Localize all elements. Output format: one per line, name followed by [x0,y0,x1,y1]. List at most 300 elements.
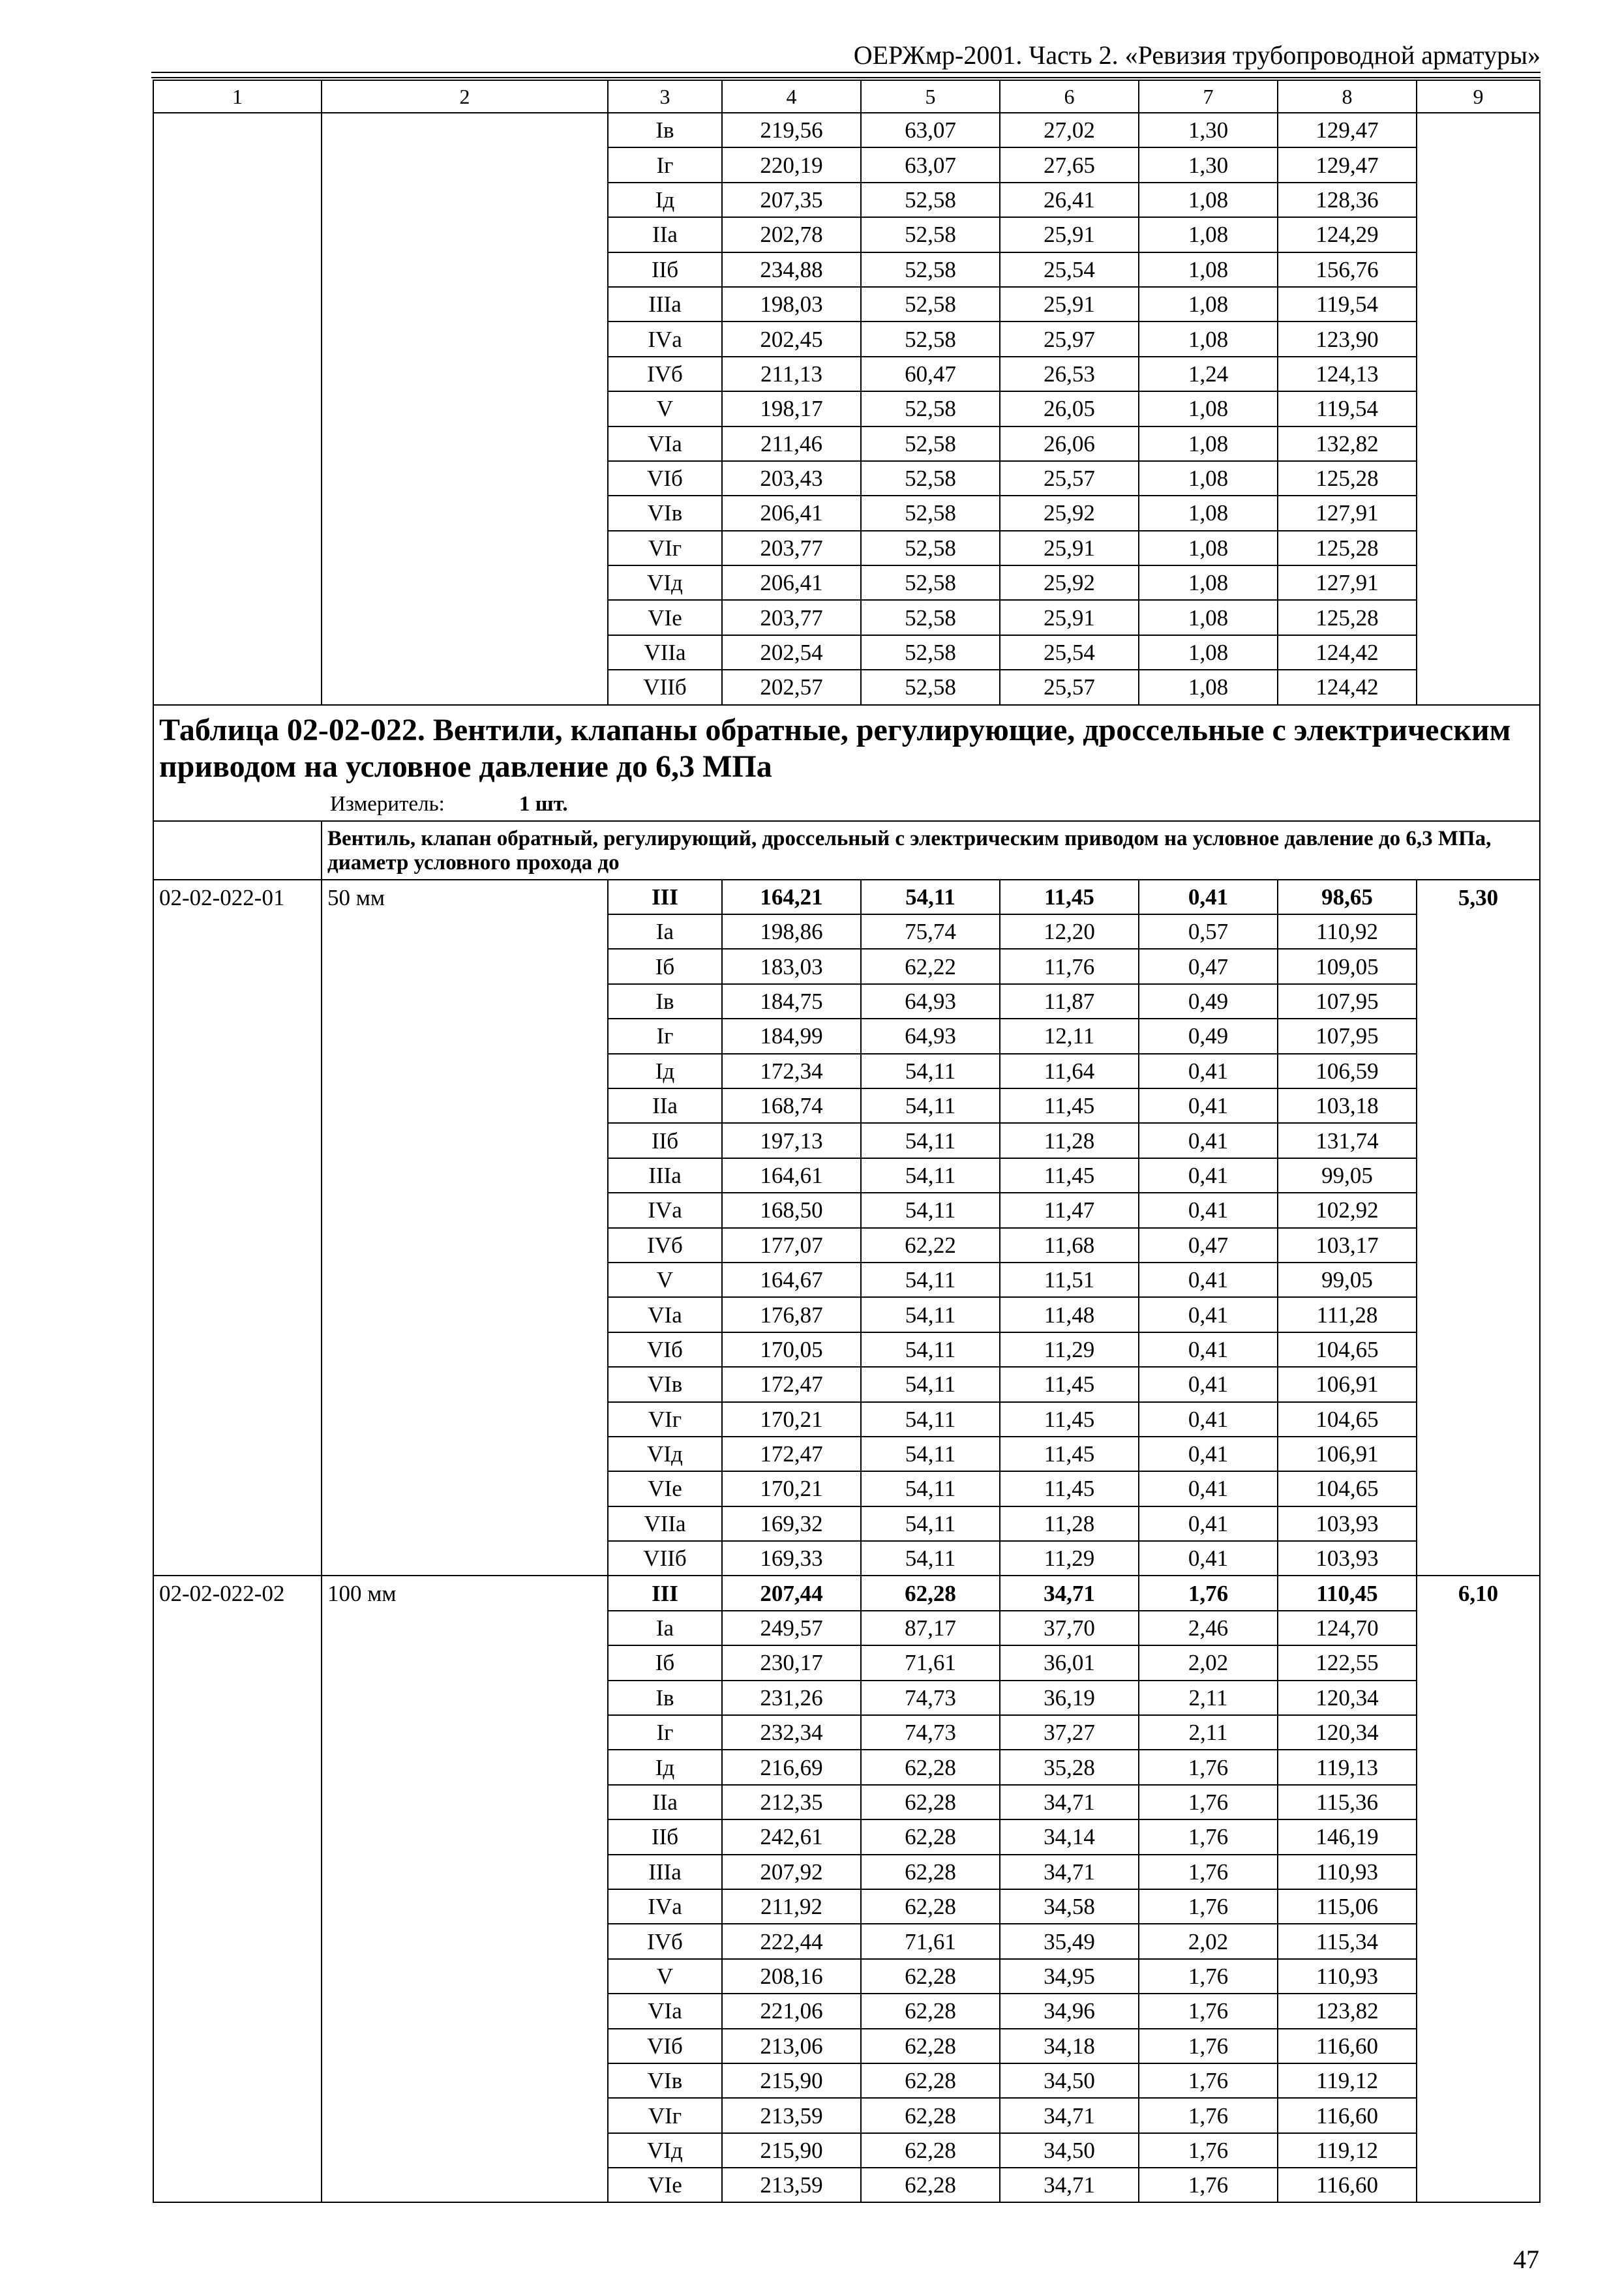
direct-cost-cell: 184,99 [722,1019,861,1053]
materials-cost-cell: 103,17 [1278,1228,1417,1263]
materials-cost-cell: 127,91 [1278,565,1417,600]
direct-cost-cell: 249,57 [722,1611,861,1645]
direct-cost-cell: 215,90 [722,2063,861,2098]
zone-cell: Iг [608,1715,722,1750]
column-number: 3 [608,80,722,113]
operator-wage-cell: 1,76 [1139,1576,1278,1610]
zone-cell: Iг [608,147,722,182]
machine-cost-cell: 34,96 [1000,1994,1139,2028]
labor-cost-cell: 54,11 [861,1123,1000,1158]
labor-cost-cell: 54,11 [861,1054,1000,1088]
labor-cost-cell: 64,93 [861,1019,1000,1053]
operator-wage-cell: 0,41 [1139,1471,1278,1506]
labor-cost-cell: 62,28 [861,1785,1000,1819]
machine-cost-cell: 11,45 [1000,1088,1139,1123]
materials-cost-cell: 104,65 [1278,1332,1417,1367]
zone-cell: VIг [608,2098,722,2132]
machine-cost-cell: 37,27 [1000,1715,1139,1750]
materials-cost-cell: 106,59 [1278,1054,1417,1088]
machine-cost-cell: 25,57 [1000,461,1139,496]
operator-wage-cell: 1,08 [1139,635,1278,670]
column-number: 7 [1139,80,1278,113]
operator-wage-cell: 0,41 [1139,1367,1278,1401]
labor-cost-cell: 62,28 [861,1576,1000,1610]
operator-wage-cell: 1,76 [1139,1785,1278,1819]
operator-wage-cell: 0,41 [1139,1541,1278,1576]
zone-cell: IVб [608,1924,722,1958]
zone-cell: III [608,1576,722,1610]
materials-cost-cell: 119,12 [1278,2133,1417,2168]
materials-cost-cell: 103,93 [1278,1506,1417,1541]
operator-wage-cell: 0,49 [1139,1019,1278,1053]
direct-cost-cell: 222,44 [722,1924,861,1958]
materials-cost-cell: 123,90 [1278,322,1417,356]
machine-cost-cell: 25,91 [1000,531,1139,565]
labor-cost-cell: 52,58 [861,670,1000,704]
operator-wage-cell: 0,41 [1139,1297,1278,1332]
labor-cost-cell: 52,58 [861,600,1000,635]
machine-cost-cell: 35,49 [1000,1924,1139,1958]
machine-cost-cell: 11,45 [1000,1437,1139,1471]
machine-cost-cell: 34,18 [1000,2029,1139,2063]
machine-cost-cell: 25,91 [1000,600,1139,635]
direct-cost-cell: 202,78 [722,217,861,252]
materials-cost-cell: 109,05 [1278,949,1417,983]
page-number: 47 [1513,2245,1539,2274]
materials-cost-cell: 119,12 [1278,2063,1417,2098]
machine-cost-cell: 11,28 [1000,1506,1139,1541]
operator-wage-cell: 1,08 [1139,287,1278,322]
operator-wage-cell: 1,08 [1139,496,1278,530]
direct-cost-cell: 207,44 [722,1576,861,1610]
direct-cost-cell: 164,67 [722,1263,861,1297]
materials-cost-cell: 115,34 [1278,1924,1417,1958]
machine-cost-cell: 34,71 [1000,1785,1139,1819]
direct-cost-cell: 203,43 [722,461,861,496]
operator-wage-cell: 1,08 [1139,565,1278,600]
direct-cost-cell: 172,47 [722,1367,861,1401]
labor-hours-cell-continued [1417,113,1540,705]
materials-cost-cell: 119,13 [1278,1750,1417,1784]
materials-cost-cell: 106,91 [1278,1367,1417,1401]
zone-cell: VIв [608,2063,722,2098]
direct-cost-cell: 219,56 [722,113,861,147]
operator-wage-cell: 0,41 [1139,1263,1278,1297]
direct-cost-cell: 168,74 [722,1088,861,1123]
column-number-row [153,80,1540,113]
materials-cost-cell: 125,28 [1278,461,1417,496]
materials-cost-cell: 125,28 [1278,531,1417,565]
labor-cost-cell: 75,74 [861,914,1000,949]
direct-cost-cell: 183,03 [722,949,861,983]
zone-cell: VIе [608,2168,722,2202]
zone-cell: VIг [608,1402,722,1437]
materials-cost-cell: 110,93 [1278,1959,1417,1994]
direct-cost-cell: 198,86 [722,914,861,949]
labor-cost-cell: 54,11 [861,880,1000,914]
materials-cost-cell: 120,34 [1278,1681,1417,1715]
zone-cell: IIа [608,217,722,252]
zone-cell: IVб [608,1228,722,1263]
labor-cost-cell: 54,11 [861,1367,1000,1401]
operator-wage-cell: 1,76 [1139,2063,1278,2098]
zone-cell: IIб [608,1819,722,1854]
machine-cost-cell: 36,01 [1000,1645,1139,1680]
materials-cost-cell: 116,60 [1278,2098,1417,2132]
operator-wage-cell: 1,76 [1139,2133,1278,2168]
materials-cost-cell: 119,54 [1278,391,1417,426]
operator-wage-cell: 1,76 [1139,2098,1278,2132]
operator-wage-cell: 0,47 [1139,1228,1278,1263]
machine-cost-cell: 11,64 [1000,1054,1139,1088]
materials-cost-cell: 129,47 [1278,147,1417,182]
labor-cost-cell: 62,22 [861,949,1000,983]
machine-cost-cell: 26,41 [1000,183,1139,217]
direct-cost-cell: 169,32 [722,1506,861,1541]
zone-cell: V [608,1959,722,1994]
zone-cell: VIа [608,426,722,461]
materials-cost-cell: 129,47 [1278,113,1417,147]
zone-cell: Iд [608,1750,722,1784]
machine-cost-cell: 27,02 [1000,113,1139,147]
direct-cost-cell: 211,92 [722,1889,861,1924]
machine-cost-cell: 34,50 [1000,2133,1139,2168]
labor-cost-cell: 52,58 [861,391,1000,426]
labor-cost-cell: 52,58 [861,496,1000,530]
operator-wage-cell: 1,76 [1139,1994,1278,2028]
direct-cost-cell: 232,34 [722,1715,861,1750]
zone-cell: Iд [608,183,722,217]
materials-cost-cell: 103,18 [1278,1088,1417,1123]
machine-cost-cell: 11,29 [1000,1541,1139,1576]
column-number: 5 [861,80,1000,113]
labor-cost-cell: 62,28 [861,1750,1000,1784]
header-rule-double [151,77,1541,78]
direct-cost-cell: 176,87 [722,1297,861,1332]
zone-cell: VIв [608,1367,722,1401]
labor-cost-cell: 54,11 [861,1506,1000,1541]
materials-cost-cell: 131,74 [1278,1123,1417,1158]
zone-cell: VIа [608,1994,722,2028]
labor-cost-cell: 52,58 [861,217,1000,252]
direct-cost-cell: 177,07 [722,1228,861,1263]
operator-wage-cell: 1,08 [1139,391,1278,426]
machine-cost-cell: 11,45 [1000,880,1139,914]
machine-cost-cell: 25,97 [1000,322,1139,356]
materials-cost-cell: 110,93 [1278,1855,1417,1889]
direct-cost-cell: 198,03 [722,287,861,322]
labor-cost-cell: 52,58 [861,322,1000,356]
labor-cost-cell: 62,28 [861,2098,1000,2132]
machine-cost-cell: 35,28 [1000,1750,1139,1784]
labor-cost-cell: 52,58 [861,287,1000,322]
operator-wage-cell: 1,30 [1139,147,1278,182]
machine-cost-cell: 11,45 [1000,1158,1139,1193]
zone-cell: VIд [608,1437,722,1471]
unit-line [159,792,1534,816]
operator-wage-cell: 1,76 [1139,1889,1278,1924]
direct-cost-cell: 216,69 [722,1750,861,1784]
labor-cost-cell: 54,11 [861,1263,1000,1297]
zone-cell: VIб [608,2029,722,2063]
materials-cost-cell: 128,36 [1278,183,1417,217]
zone-cell: Iв [608,984,722,1019]
direct-cost-cell: 206,41 [722,565,861,600]
machine-cost-cell: 11,45 [1000,1402,1139,1437]
operator-wage-cell: 1,08 [1139,600,1278,635]
operator-wage-cell: 1,08 [1139,426,1278,461]
materials-cost-cell: 127,91 [1278,496,1417,530]
operator-wage-cell: 2,02 [1139,1924,1278,1958]
name-cell-continued [322,113,608,705]
operator-wage-cell: 1,08 [1139,183,1278,217]
operator-wage-cell: 0,57 [1139,914,1278,949]
machine-cost-cell: 34,58 [1000,1889,1139,1924]
direct-cost-cell: 172,47 [722,1437,861,1471]
direct-cost-cell: 168,50 [722,1193,861,1227]
materials-cost-cell: 111,28 [1278,1297,1417,1332]
direct-cost-cell: 203,77 [722,600,861,635]
column-number: 9 [1417,80,1540,113]
machine-cost-cell: 36,19 [1000,1681,1139,1715]
labor-cost-cell: 54,11 [861,1402,1000,1437]
materials-cost-cell: 104,65 [1278,1402,1417,1437]
direct-cost-cell: 211,13 [722,357,861,391]
materials-cost-cell: 104,65 [1278,1471,1417,1506]
zone-cell: VIе [608,1471,722,1506]
materials-cost-cell: 124,70 [1278,1611,1417,1645]
materials-cost-cell: 110,45 [1278,1576,1417,1610]
zone-cell: VIIа [608,635,722,670]
zone-cell: Iа [608,1611,722,1645]
materials-cost-cell: 146,19 [1278,1819,1417,1854]
zone-cell: IVа [608,322,722,356]
zone-cell: IVа [608,1889,722,1924]
operator-wage-cell: 0,41 [1139,1158,1278,1193]
operator-wage-cell: 1,08 [1139,217,1278,252]
operator-wage-cell: 0,41 [1139,1123,1278,1158]
zone-cell: VIг [608,531,722,565]
column-number: 6 [1000,80,1139,113]
machine-cost-cell: 27,65 [1000,147,1139,182]
materials-cost-cell: 132,82 [1278,426,1417,461]
machine-cost-cell: 25,54 [1000,252,1139,287]
operator-wage-cell: 1,08 [1139,252,1278,287]
operator-wage-cell: 1,08 [1139,322,1278,356]
materials-cost-cell: 124,13 [1278,357,1417,391]
table-title: Таблица 02-02-022. Вентили, клапаны обратные, регулирующие, дроссельные с электрическим приводом на условное давление до 6,3 МПа [159,712,1511,784]
labor-cost-cell: 54,11 [861,1541,1000,1576]
labor-cost-cell: 64,93 [861,984,1000,1019]
table-title-row [153,705,1540,821]
labor-hours-cell: 6,10 [1417,1576,1540,2202]
materials-cost-cell: 107,95 [1278,1019,1417,1053]
direct-cost-cell: 170,21 [722,1402,861,1437]
labor-cost-cell: 62,28 [861,1855,1000,1889]
direct-cost-cell: 215,90 [722,2133,861,2168]
operator-wage-cell: 1,08 [1139,531,1278,565]
machine-cost-cell: 34,71 [1000,2168,1139,2202]
labor-cost-cell: 62,28 [861,1889,1000,1924]
machine-cost-cell: 34,95 [1000,1959,1139,1994]
zone-cell: Iа [608,914,722,949]
materials-cost-cell: 116,60 [1278,2168,1417,2202]
machine-cost-cell: 11,48 [1000,1297,1139,1332]
machine-cost-cell: 25,91 [1000,217,1139,252]
operator-wage-cell: 1,30 [1139,113,1278,147]
machine-cost-cell: 11,45 [1000,1471,1139,1506]
machine-cost-cell: 11,45 [1000,1367,1139,1401]
operator-wage-cell: 1,08 [1139,461,1278,496]
direct-cost-cell: 213,06 [722,2029,861,2063]
zone-cell: IIIа [608,1158,722,1193]
labor-cost-cell: 54,11 [861,1471,1000,1506]
materials-cost-cell: 99,05 [1278,1263,1417,1297]
labor-cost-cell: 62,28 [861,2029,1000,2063]
machine-cost-cell: 26,53 [1000,357,1139,391]
direct-cost-cell: 203,77 [722,531,861,565]
direct-cost-cell: 206,41 [722,496,861,530]
direct-cost-cell: 221,06 [722,1994,861,2028]
description-cell: Вентиль, клапан обратный, регулирующий, дроссельный с электрическим приводом на условное давление до 6,3 МПа, диаметр условного прохода до [322,821,1540,880]
zone-cell: Iг [608,1019,722,1053]
labor-cost-cell: 74,73 [861,1715,1000,1750]
zone-cell: IVа [608,1193,722,1227]
zone-cell: V [608,1263,722,1297]
materials-cost-cell: 123,82 [1278,1994,1417,2028]
machine-cost-cell: 26,06 [1000,426,1139,461]
operator-wage-cell: 0,41 [1139,1402,1278,1437]
diameter-cell: 50 мм [322,880,608,1576]
machine-cost-cell: 25,92 [1000,565,1139,600]
zone-cell: VIв [608,496,722,530]
machine-cost-cell: 26,05 [1000,391,1139,426]
operator-wage-cell: 0,41 [1139,1506,1278,1541]
operator-wage-cell: 1,76 [1139,1750,1278,1784]
labor-cost-cell: 87,17 [861,1611,1000,1645]
materials-cost-cell: 98,65 [1278,880,1417,914]
labor-cost-cell: 62,28 [861,2063,1000,2098]
materials-cost-cell: 124,42 [1278,635,1417,670]
labor-cost-cell: 62,28 [861,1959,1000,1994]
machine-cost-cell: 12,11 [1000,1019,1139,1053]
zone-cell: VIIб [608,670,722,704]
direct-cost-cell: 234,88 [722,252,861,287]
labor-cost-cell: 52,58 [861,183,1000,217]
machine-cost-cell: 25,57 [1000,670,1139,704]
zone-cell: IIIа [608,287,722,322]
direct-cost-cell: 213,59 [722,2168,861,2202]
zone-cell: VIIб [608,1541,722,1576]
operator-wage-cell: 1,76 [1139,1855,1278,1889]
diameter-cell: 100 мм [322,1576,608,2202]
materials-cost-cell: 103,93 [1278,1541,1417,1576]
labor-cost-cell: 54,11 [861,1332,1000,1367]
zone-cell: Iб [608,1645,722,1680]
direct-cost-cell: 207,35 [722,183,861,217]
materials-cost-cell: 122,55 [1278,1645,1417,1680]
unit-value: 1 шт. [519,792,568,816]
direct-cost-cell: 230,17 [722,1645,861,1680]
operator-wage-cell: 0,41 [1139,1088,1278,1123]
labor-cost-cell: 52,58 [861,252,1000,287]
direct-cost-cell: 212,35 [722,1785,861,1819]
materials-cost-cell: 115,06 [1278,1889,1417,1924]
direct-cost-cell: 220,19 [722,147,861,182]
machine-cost-cell: 12,20 [1000,914,1139,949]
table-row [153,880,1540,914]
direct-cost-cell: 184,75 [722,984,861,1019]
operator-wage-cell: 1,76 [1139,1959,1278,1994]
zone-cell: IIIа [608,1855,722,1889]
operator-wage-cell: 1,76 [1139,2168,1278,2202]
zone-cell: IIб [608,252,722,287]
zone-cell: VIе [608,600,722,635]
zone-cell: V [608,391,722,426]
machine-cost-cell: 34,14 [1000,1819,1139,1854]
labor-cost-cell: 54,11 [861,1088,1000,1123]
direct-cost-cell: 172,34 [722,1054,861,1088]
labor-cost-cell: 71,61 [861,1645,1000,1680]
direct-cost-cell: 198,17 [722,391,861,426]
machine-cost-cell: 37,70 [1000,1611,1139,1645]
zone-cell: VIд [608,565,722,600]
description-blank-cell [153,821,322,880]
direct-cost-cell: 208,16 [722,1959,861,1994]
direct-cost-cell: 202,57 [722,670,861,704]
materials-cost-cell: 102,92 [1278,1193,1417,1227]
labor-cost-cell: 62,28 [861,2133,1000,2168]
direct-cost-cell: 164,61 [722,1158,861,1193]
zone-cell: Iв [608,113,722,147]
labor-hours-cell: 5,30 [1417,880,1540,1576]
machine-cost-cell: 11,29 [1000,1332,1139,1367]
column-number: 2 [322,80,608,113]
zone-cell: VIа [608,1297,722,1332]
operator-wage-cell: 0,47 [1139,949,1278,983]
zone-cell: Iв [608,1681,722,1715]
zone-cell: III [608,880,722,914]
labor-cost-cell: 52,58 [861,635,1000,670]
materials-cost-cell: 106,91 [1278,1437,1417,1471]
machine-cost-cell: 11,47 [1000,1193,1139,1227]
labor-cost-cell: 54,11 [861,1437,1000,1471]
labor-cost-cell: 60,47 [861,357,1000,391]
materials-cost-cell: 115,36 [1278,1785,1417,1819]
direct-cost-cell: 202,54 [722,635,861,670]
materials-cost-cell: 116,60 [1278,2029,1417,2063]
direct-cost-cell: 164,21 [722,880,861,914]
column-number: 8 [1278,80,1417,113]
machine-cost-cell: 25,54 [1000,635,1139,670]
machine-cost-cell: 34,71 [1000,1576,1139,1610]
labor-cost-cell: 62,28 [861,1819,1000,1854]
machine-cost-cell: 34,71 [1000,2098,1139,2132]
materials-cost-cell: 107,95 [1278,984,1417,1019]
table-row [153,1576,1540,1610]
labor-cost-cell: 52,58 [861,426,1000,461]
zone-cell: Iд [608,1054,722,1088]
labor-cost-cell: 52,58 [861,565,1000,600]
labor-cost-cell: 71,61 [861,1924,1000,1958]
code-cell-continued [153,113,322,705]
rates-table [153,80,1541,2203]
unit-label: Измеритель: [330,792,445,816]
labor-cost-cell: 54,11 [861,1297,1000,1332]
column-number: 4 [722,80,861,113]
machine-cost-cell: 11,68 [1000,1228,1139,1263]
direct-cost-cell: 202,45 [722,322,861,356]
